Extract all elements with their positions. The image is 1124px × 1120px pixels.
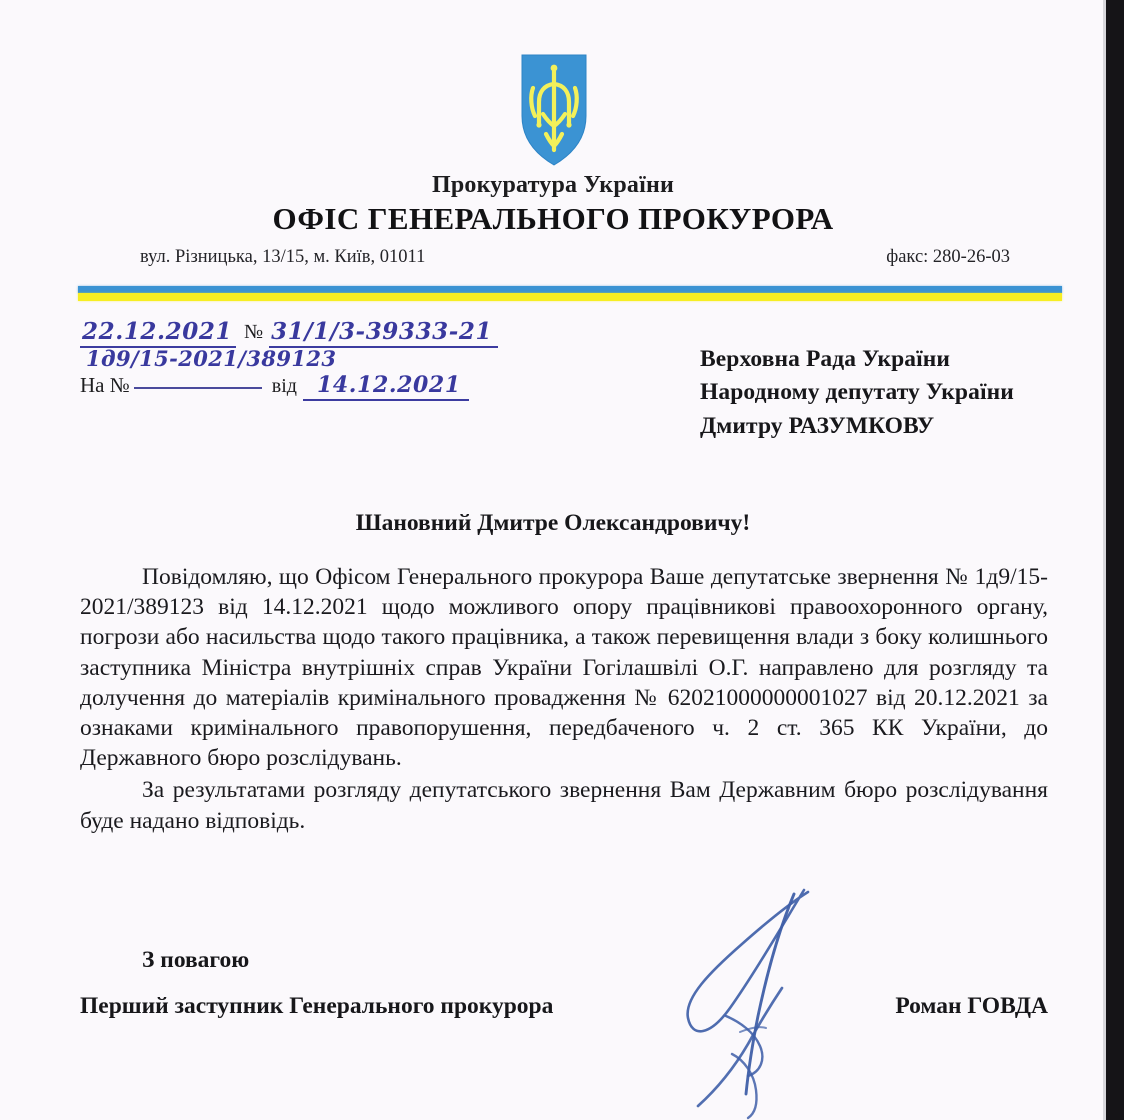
scan-dark-edge	[1106, 0, 1124, 1120]
from-date-label: від	[271, 375, 297, 397]
flag-divider-blue-stripe	[78, 286, 1062, 293]
salutation: Шановний Дмитре Олександровичу!	[355, 510, 751, 536]
organization-subtitle: Прокуратура України	[432, 172, 674, 198]
flag-divider-yellow-stripe	[78, 293, 1062, 301]
organization-title: ОФІС ГЕНЕРАЛЬНОГО ПРОКУРОРА	[272, 201, 834, 236]
registration-number-handwritten: 31/1/3-39333-21	[269, 318, 498, 348]
letter-body	[80, 562, 1048, 836]
letterhead-address: вул. Різницька, 13/15, м. Київ, 01011	[140, 247, 426, 267]
registration-outgoing-line	[80, 318, 498, 348]
recipient-block	[700, 343, 1014, 443]
signatory-name: Роман ГОВДА	[895, 993, 1048, 1019]
registration-incoming-line	[80, 372, 469, 401]
incoming-number-blank-field[interactable]	[134, 387, 262, 389]
recipient-line-3: Дмитру РАЗУМКОВУ	[700, 412, 935, 439]
from-date-handwritten: 14.12.2021	[303, 372, 469, 401]
ukraine-flag-divider	[78, 286, 1062, 301]
signature-row	[80, 993, 1048, 1020]
signatory-title: Перший заступник Генерального прокурора	[80, 993, 554, 1019]
registration-date-handwritten: 22.12.2021	[80, 318, 236, 348]
closing-regards: З повагою	[142, 947, 250, 973]
recipient-line-1: Верховна Рада України	[700, 346, 951, 372]
body-paragraph-2: За результатами розгляду депутатського звернення Вам Державним бюро розслідування буде надано відповідь.	[80, 777, 1048, 834]
recipient-line-2: Народному депутату України	[700, 379, 1014, 406]
letterhead-fax: факс: 280-26-03	[886, 247, 1010, 267]
body-paragraph-1: Повідомляю, що Офісом Генерального прокурора Ваше депутатське звернення № 1д9/15-2021/389123 від 14.12.2021 щодо можливого опору працівникові правоохоронного органу, погрози або насильства щодо такого працівника, а також перевищення влади з боку колишнього заступника Міністра внутрішніх справ України Гогілашвілі О.Г. направлено для розгляду та долучення до матеріалів кримінального провадження № 62021000000001027 від 20.12.2021 за ознаками кримінального правопорушення, передбаченого ч. 2 ст. 365 КК України, до Державного бюро розслідувань.	[80, 564, 1048, 772]
letterhead-contact-row	[140, 247, 1010, 268]
registration-reference-handwritten: 1д9/15-2021/389123	[86, 346, 337, 371]
incoming-number-label: На №	[80, 373, 130, 397]
registration-number-label: №	[244, 321, 264, 343]
ukraine-coat-of-arms-trident-icon	[521, 54, 587, 166]
